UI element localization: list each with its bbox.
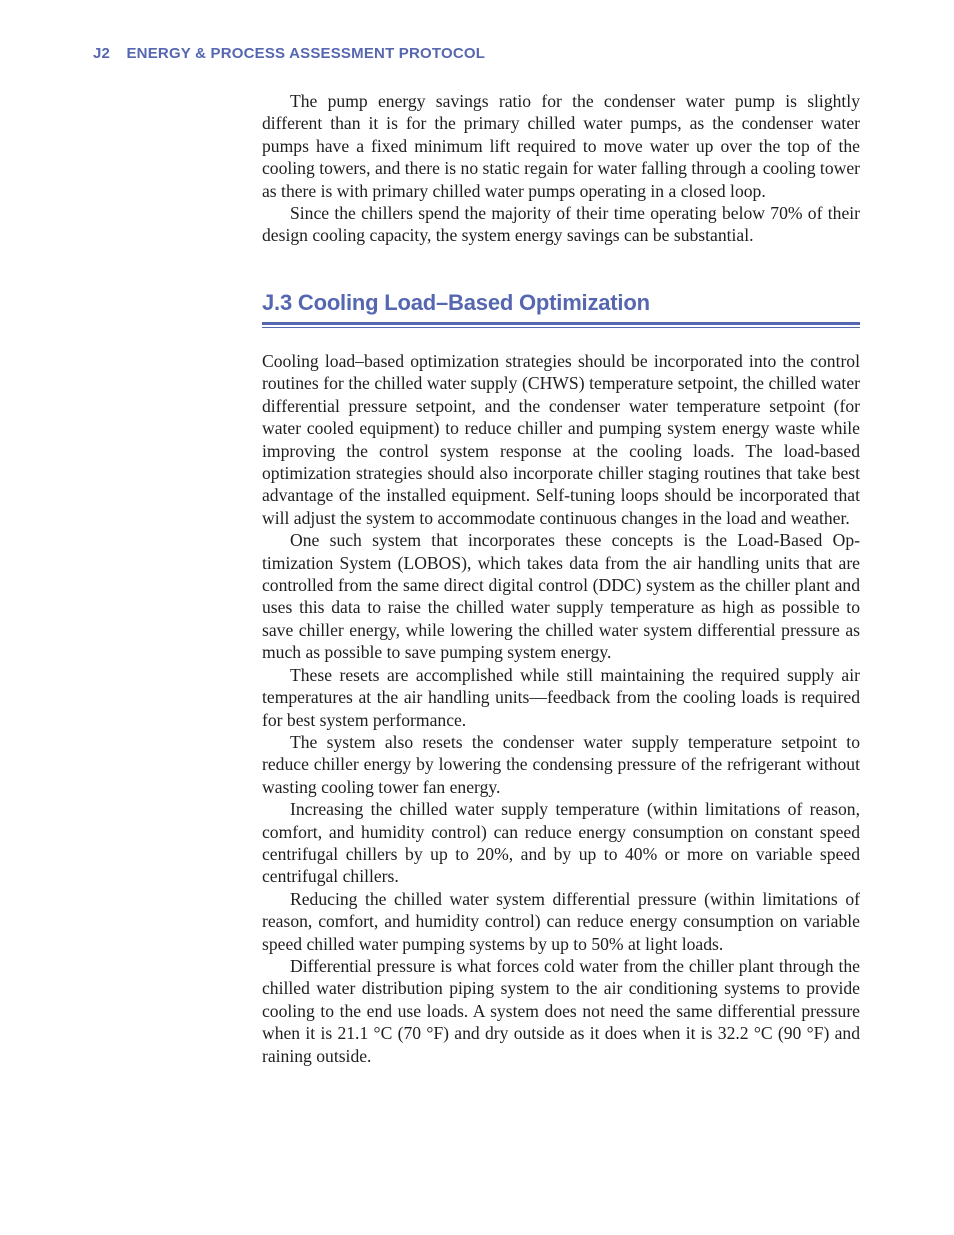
page-folio: J2 [93,45,111,62]
heading-rule-thin [262,327,860,328]
body-paragraph: Increasing the chilled water supply temperature (within limitations of reason, comfort, and humidity control) can reduce energy consumption on constant speed centrifugal chillers by up to 20%, and by up to 40% or more on variable speed centrifugal chillers. [262,799,860,887]
body-paragraph: The system also resets the condenser water supply temperature setpoint to reduce chiller energy by lowering the condensing pressure of the refrigerant without wasting cooling tower fan energy. [262,731,860,797]
body-paragraph: Reducing the chilled water system differential pressure (within limitations of reason, comfort, and humidity control) can reduce energy consumption on variable speed chilled water pumping systems by up to 50% at light loads. [262,888,860,954]
body-paragraph: Since the chillers spend the majority of their time operating below 70% of their design cooling capacity, the system energy savings can be substantial. [262,203,860,246]
section-text-block [262,350,860,1067]
intro-text-block [262,90,860,247]
body-paragraph: One such system that incorporates these concepts is the Load-Based Optimization System (LOBOS), which takes data from the air handling units that are controlled from the same direct digital control (DDC) system as the chiller plant and uses this data to raise the chilled water supply temperature as high as possible to save chiller energy, while lowering the chilled water system differential pressure as much as possible to save pumping system energy. [262,530,860,663]
body-paragraph: Differential pressure is what forces cold water from the chiller plant through the chilled water distribution piping system to the air conditioning systems to provide cooling to the end use loads. A system does not need the same differential pressure when it is 21.1 °C (70 °F) and dry outside as it does when it is 32.2 °C (90 °F) and raining outside. [262,955,860,1066]
body-paragraph: The pump energy savings ratio for the condenser water pump is slightly different than it is for the primary chilled water pumps, as the condenser water pumps have a fixed minimum lift required to move water up over the top of the cooling towers, and there is no static regain for water falling through a cooling tower as there is with primary chilled water pumps operating in a closed loop. [262,91,860,201]
running-head-title: ENERGY & PROCESS ASSESSMENT PROTOCOL [126,45,486,62]
section-heading-rule [262,322,860,328]
body-paragraph: These resets are accomplished while still maintaining the required supply air temperatures at the air handling units—feedback from the cooling loads is required for best system performance. [262,664,860,730]
running-head [93,45,485,62]
body-paragraph: Cooling load–based optimization strategies should be incorporated into the control routines for the chilled water supply (CHWS) temperature setpoint, the chilled water differential pressure setpoint, and the condenser water temperature setpoint (for water cooled equipment) to reduce chiller and pumping system energy waste while improving the control system response at the cooling loads. The load-based optimization strategies should also incorporate chiller staging routines that take best advantage of the installed equipment. Self-tuning loops should be incorporated that will adjust the system to accommodate continuous changes in the load and weather. [262,351,860,528]
section-heading: J.3 Cooling Load–Based Optimization [262,290,650,315]
heading-rule-thick [262,322,860,325]
